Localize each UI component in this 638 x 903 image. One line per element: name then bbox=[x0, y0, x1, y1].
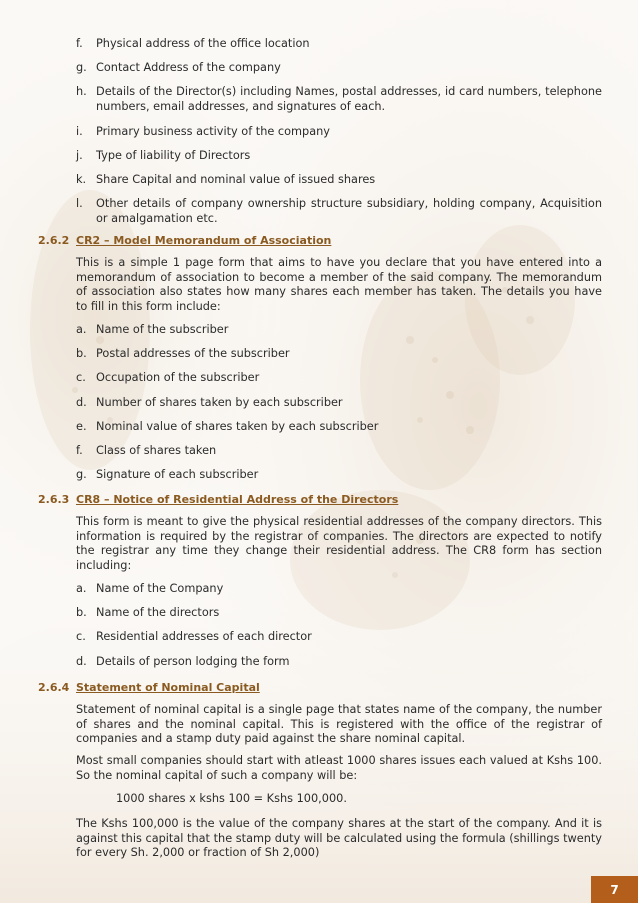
company-details-list bbox=[76, 36, 602, 235]
list-item-text: Number of shares taken by each subscriber bbox=[96, 395, 343, 409]
list-item-text: Residential addresses of each director bbox=[96, 630, 312, 644]
list-item-text: Physical address of the office location bbox=[96, 37, 310, 50]
list-item-marker: f. bbox=[76, 443, 83, 457]
list-item bbox=[76, 443, 602, 458]
section-title: Statement of Nominal Capital bbox=[76, 681, 260, 694]
list-item-text: Postal addresses of the subscriber bbox=[96, 347, 290, 361]
list-item-text: Name of the directors bbox=[96, 606, 220, 620]
list-item bbox=[76, 629, 602, 644]
list-item-text: Occupation of the subscriber bbox=[96, 371, 260, 385]
section-title: CR2 – Model Memorandum of Association bbox=[76, 234, 332, 247]
stamp-duty-paragraph: The Kshs 100,000 is the value of the company shares at the start of the company. And it is against this capital that the stamp duty will be calculated using the formula (shillings twenty for every Sh. 2,000 or fraction of Sh 2,000) bbox=[76, 817, 602, 860]
list-item-marker: a. bbox=[76, 323, 87, 336]
list-item-marker: d. bbox=[76, 395, 87, 409]
list-item bbox=[76, 84, 602, 114]
section-heading-2-6-3 bbox=[38, 493, 398, 507]
list-item-marker: g. bbox=[76, 61, 87, 75]
list-item-marker: f. bbox=[76, 37, 83, 50]
list-item bbox=[76, 654, 602, 669]
section-title: CR8 – Notice of Residential Address of the Directors bbox=[76, 493, 399, 506]
list-item bbox=[76, 36, 602, 51]
list-item bbox=[76, 395, 602, 410]
list-item-marker: i. bbox=[76, 124, 83, 138]
list-item-text: Contact Address of the company bbox=[96, 61, 281, 75]
list-item-text: Name of the Company bbox=[96, 582, 224, 595]
section-number: 2.6.3 bbox=[38, 493, 70, 506]
list-item-text: Other details of company ownership structure subsidiary, holding company, Acquisition or amalgamation etc. bbox=[96, 197, 602, 226]
list-item bbox=[76, 148, 602, 163]
list-item bbox=[76, 346, 602, 361]
list-item bbox=[76, 322, 602, 337]
list-item-marker: a. bbox=[76, 582, 87, 595]
list-item-marker: l. bbox=[76, 197, 83, 211]
list-item-marker: d. bbox=[76, 654, 87, 668]
page-number-badge: 7 bbox=[591, 876, 638, 903]
list-item-marker: k. bbox=[76, 172, 87, 186]
section-heading-2-6-4 bbox=[38, 681, 260, 695]
list-item-marker: c. bbox=[76, 371, 86, 385]
memorandum-details-list bbox=[76, 322, 602, 491]
list-item-text: Signature of each subscriber bbox=[96, 468, 259, 482]
nominal-capital-paragraph: Statement of nominal capital is a single page that states name of the company, the number of shares and the nominal capital. This is registered with the office of the registrar of companies and a stamp duty paid against the share nominal capital. bbox=[76, 703, 602, 746]
list-item-text: Name of the subscriber bbox=[96, 323, 229, 336]
list-item-marker: c. bbox=[76, 630, 86, 644]
list-item-text: Details of the Director(s) including Names, postal addresses, id card numbers, telephone numbers, email addresses, and signatures of each. bbox=[96, 85, 602, 114]
list-item-text: Details of person lodging the form bbox=[96, 654, 290, 668]
list-item bbox=[76, 467, 602, 482]
list-item-text: Share Capital and nominal value of issued shares bbox=[96, 172, 376, 186]
list-item-marker: j. bbox=[76, 148, 83, 162]
list-item-marker: g. bbox=[76, 468, 87, 482]
section-number: 2.6.2 bbox=[38, 234, 70, 247]
list-item-text: Nominal value of shares taken by each subscriber bbox=[96, 419, 379, 433]
list-item-text: Class of shares taken bbox=[96, 443, 217, 457]
list-item bbox=[76, 419, 602, 434]
list-item bbox=[76, 60, 602, 75]
residential-address-details-list bbox=[76, 581, 602, 678]
section-intro-paragraph: This form is meant to give the physical residential addresses of the company directors. This information is required by the registrar of companies. The directors are expected to notify the registrar any time they change their residential address. The CR8 form has section including: bbox=[76, 515, 602, 572]
section-heading-2-6-2 bbox=[38, 234, 331, 248]
list-item bbox=[76, 172, 602, 187]
list-item bbox=[76, 196, 602, 226]
small-companies-paragraph: Most small companies should start with atleast 1000 shares issues each valued at Kshs 100. So the nominal capital of such a company will be: bbox=[76, 754, 602, 782]
list-item-marker: e. bbox=[76, 419, 87, 433]
list-item bbox=[76, 605, 602, 620]
list-item bbox=[76, 370, 602, 385]
list-item-marker: b. bbox=[76, 347, 87, 361]
list-item-marker: h. bbox=[76, 85, 87, 99]
list-item-text: Type of liability of Directors bbox=[96, 148, 251, 162]
nominal-capital-formula: 1000 shares x kshs 100 = Kshs 100,000. bbox=[116, 792, 347, 805]
list-item bbox=[76, 581, 602, 596]
list-item-text: Primary business activity of the company bbox=[96, 124, 330, 138]
list-item bbox=[76, 124, 602, 139]
list-item-marker: b. bbox=[76, 606, 87, 620]
section-number: 2.6.4 bbox=[38, 681, 70, 694]
section-intro-paragraph: This is a simple 1 page form that aims to have you declare that you have entered into a memorandum of association to become a member of the said company. The memorandum of association also states how many shares each member has taken. The details you have to fill in this form include: bbox=[76, 256, 602, 313]
